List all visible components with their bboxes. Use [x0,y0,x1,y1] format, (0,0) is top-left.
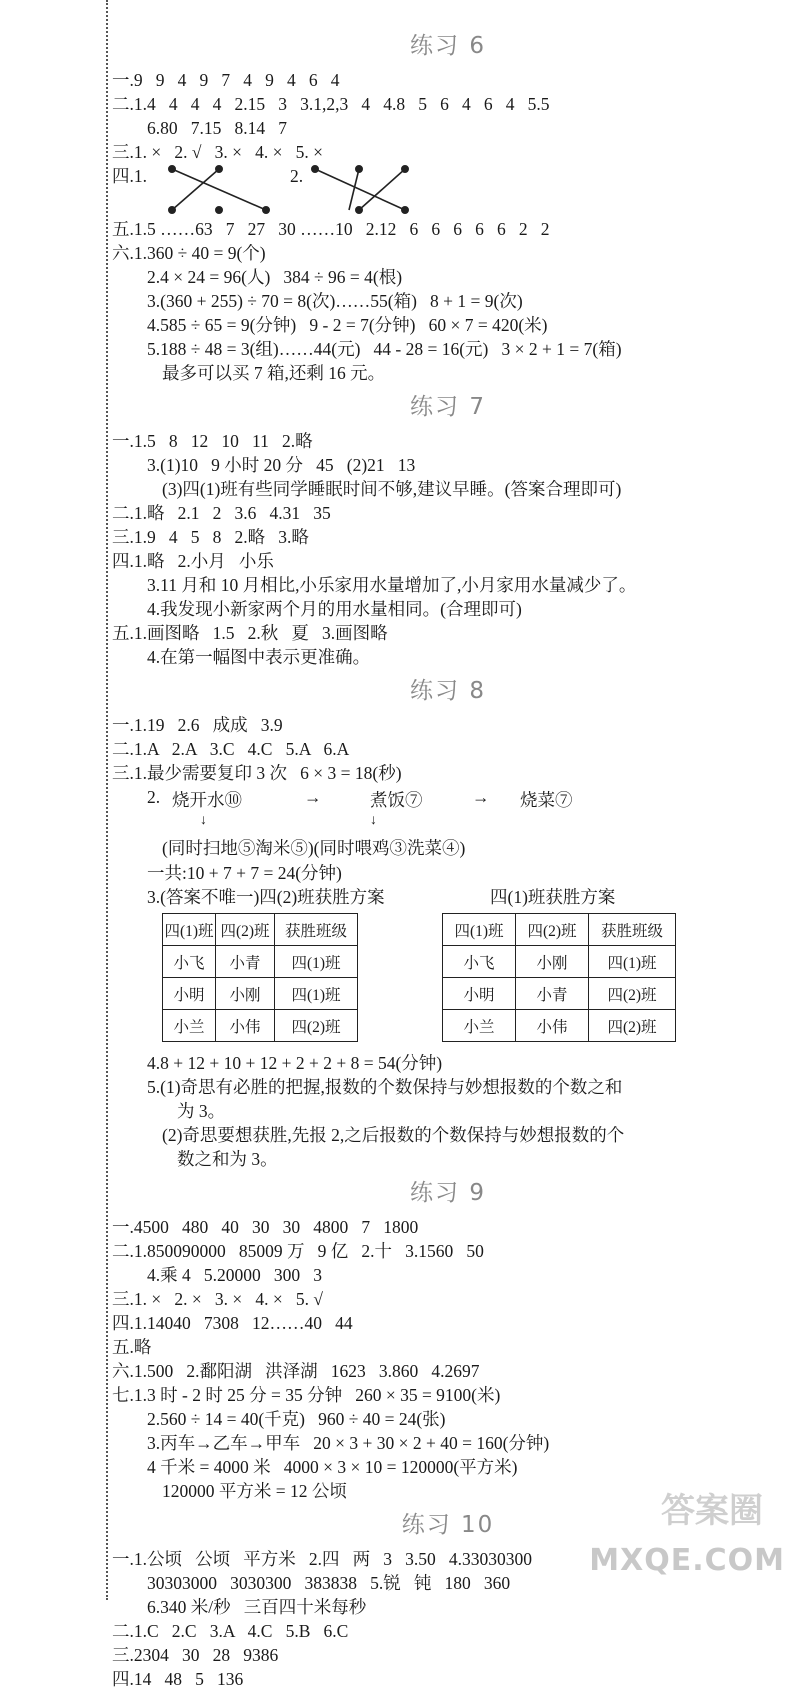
s9-line-1: 一.4500 480 40 30 30 4800 7 1800 [112,1217,419,1237]
table-header: 获胜班级 [589,914,676,946]
s9-line-3: 4.乘 4 5.20000 300 3 [147,1265,322,1285]
section-title-6: 练习 6 [410,33,486,59]
s9-line-10: 3.丙车→乙车→甲车 20 × 3 + 30 × 2 + 40 = 160(分钟) [147,1433,550,1453]
matching-diagram [112,164,784,217]
table-cell: 四(1)班 [275,978,358,1010]
table-header: 四(1)班 [443,914,516,946]
table-cell: 小明 [443,978,516,1010]
dotted-margin-line [106,0,108,1600]
table-row [163,946,358,978]
watermark-url: MXQE.COM [589,1543,785,1578]
s9-line-5: 四.1.14040 7308 12……40 44 [112,1313,353,1333]
table-class2-win [162,913,358,1042]
table-row [163,914,358,946]
table-row [163,978,358,1010]
tables-container [112,911,784,1051]
table-header: 四(2)班 [516,914,589,946]
table-cell: 四(2)班 [589,1010,676,1042]
s9-line-6: 五.略 [112,1337,152,1357]
flow-simultaneous-tasks: (同时扫地⑤淘米⑤)(同时喂鸡③洗菜④) [162,838,466,858]
s6-line-4: 三.1. × 2. √ 3. × 4. × 5. × [112,142,323,162]
table-row [163,1010,358,1042]
s10-line-5: 三.2304 30 28 9386 [112,1645,279,1665]
s7-line-4: 二.1.略 2.1 2 3.6 4.31 35 [112,503,331,523]
answer-page [112,0,784,1691]
table-cell: 小飞 [163,946,216,978]
s8-line-4: 2. [147,787,161,807]
s6-line-2: 二.1.4 4 4 4 2.15 3 3.1,2,3 4 4.8 5 6 4 6 4 5.5 [112,94,550,114]
s7-line-1: 一.1.5 8 12 10 11 2.略 [112,431,313,451]
s8-line-1: 一.1.19 2.6 成成 3.9 [112,715,283,735]
s6-line-8: 2.4 × 24 = 96(人) 384 ÷ 96 = 4(根) [147,267,403,287]
flow-arrow-2: → [472,787,490,807]
section-title-8: 练习 8 [410,678,486,704]
s9-line-12: 120000 平方米 = 12 公顷 [162,1481,347,1501]
s6-line-12: 最多可以买 7 箱,还剩 16 元。 [162,363,386,383]
s6-line-7: 六.1.360 ÷ 40 = 9(个) [112,243,266,263]
s7-line-5: 三.1.9 4 5 8 2.略 3.略 [112,527,309,547]
s7-line-3: (3)四(1)班有些同学睡眠时间不够,建议早睡。(答案合理即可) [162,479,622,499]
flow-step-boil-water: 烧开水⑩ [172,790,242,810]
s9-line-4: 三.1. × 2. × 3. × 4. × 5. √ [112,1289,323,1309]
table-cell: 小飞 [443,946,516,978]
s8-line-5: 一共:10 + 7 + 7 = 24(分钟) [147,863,342,883]
s10-line-6: 四.14 48 5 136 [112,1669,244,1689]
s7-line-2: 3.(1)10 9 小时 20 分 45 (2)21 13 [147,455,416,475]
s9-line-7: 六.1.500 2.鄱阳湖 洪泽湖 1623 3.860 4.2697 [112,1361,480,1381]
matching-lines [112,164,442,217]
s10-line-4: 二.1.C 2.C 3.A 4.C 5.B 6.C [112,1621,349,1641]
table-cell: 四(1)班 [589,946,676,978]
s8-line-11: 数之和为 3。 [177,1149,278,1169]
s8-line-2: 二.1.A 2.A 3.C 4.C 5.A 6.A [112,739,350,759]
table-cell: 四(2)班 [275,1010,358,1042]
s10-line-2: 30303000 3030300 383838 5.锐 钝 180 360 [147,1573,511,1593]
table-header: 四(1)班 [163,914,216,946]
table-cell: 小明 [163,978,216,1010]
table-row [443,946,676,978]
table-header: 四(2)班 [216,914,275,946]
flow-step-cook-dish: 烧菜⑦ [520,790,573,810]
section-title-7: 练习 7 [410,394,486,420]
s8-line-9: 为 3。 [177,1101,226,1121]
flow-down-arrow-1: ↓ [200,813,207,828]
s8-line-8: 5.(1)奇思有必胜的把握,报数的个数保持与妙想报数的个数之和 [147,1077,623,1097]
matching-label-1: 四.1. [112,166,147,186]
table-class1-win [442,913,676,1042]
s6-line-9: 3.(360 + 255) ÷ 70 = 8(次)……55(箱) 8 + 1 = 9(次) [147,291,523,311]
s6-line-11: 5.188 ÷ 48 = 3(组)……44(元) 44 - 28 = 16(元) 3 × 2 + 1 = 7(箱) [147,339,622,359]
watermark-logo: 答案圈 [661,1491,763,1531]
table-caption-1: 3.(答案不唯一)四(2)班获胜方案 [147,887,385,907]
table-cell: 四(1)班 [275,946,358,978]
section-title-9: 练习 9 [410,1180,486,1206]
s7-line-7: 3.11 月和 10 月相比,小乐家用水量增加了,小月家用水量减少了。 [147,575,637,595]
table-row [443,978,676,1010]
process-flow [112,787,784,869]
table-header: 获胜班级 [275,914,358,946]
s6-line-6: 五.1.5 ……63 7 27 30 ……10 2.12 6 6 6 6 6 2 2 [112,219,550,239]
table-cell: 小伟 [216,1010,275,1042]
s10-line-3: 6.340 米/秒 三百四十米每秒 [147,1597,367,1617]
section-title-10: 练习 10 [401,1512,495,1538]
s6-line-10: 4.585 ÷ 65 = 9(分钟) 9 - 2 = 7(分钟) 60 × 7 = 420(米) [147,315,548,335]
s7-line-10: 4.在第一幅图中表示更准确。 [147,647,371,667]
s7-line-6: 四.1.略 2.小月 小乐 [112,551,274,571]
flow-step-cook-rice: 煮饭⑦ [370,790,423,810]
s7-line-9: 五.1.画图略 1.5 2.秋 夏 3.画图略 [112,623,388,643]
table-cell: 小伟 [516,1010,589,1042]
table-cell: 小兰 [443,1010,516,1042]
table-cell: 小刚 [216,978,275,1010]
table-caption-2: 四(1)班获胜方案 [490,887,616,907]
tables-caption-row [112,885,784,911]
s9-line-8: 七.1.3 时 - 2 时 25 分 = 35 分钟 260 × 35 = 9100(米) [112,1385,501,1405]
flow-arrow-1: → [304,787,322,807]
s9-line-2: 二.1.850090000 85009 万 9 亿 2.十 3.1560 50 [112,1241,484,1261]
s6-line-3: 6.80 7.15 8.14 7 [147,118,287,138]
table-cell: 小刚 [516,946,589,978]
table-row [443,1010,676,1042]
s6-line-1: 一.9 9 4 9 7 4 9 4 6 4 [112,70,340,90]
table-cell: 小青 [516,978,589,1010]
s7-line-8: 4.我发现小新家两个月的用水量相同。(合理即可) [147,599,522,619]
s9-line-9: 2.560 ÷ 14 = 40(千克) 960 ÷ 40 = 24(张) [147,1409,446,1429]
flow-down-arrow-2: ↓ [370,813,377,828]
table-cell: 四(2)班 [589,978,676,1010]
s10-line-1: 一.1.公顷 公顷 平方米 2.四 两 3 3.50 4.33030300 [112,1549,532,1569]
table-row [443,914,676,946]
matching-label-2: 2. [290,166,304,186]
s8-line-10: (2)奇思要想获胜,先报 2,之后报数的个数保持与妙想报数的个 [162,1125,625,1145]
s8-line-3: 三.1.最少需要复印 3 次 6 × 3 = 18(秒) [112,763,402,783]
s8-line-7: 4.8 + 12 + 10 + 12 + 2 + 2 + 8 = 54(分钟) [147,1053,443,1073]
s9-line-11: 4 千米 = 4000 米 4000 × 3 × 10 = 120000(平方米) [147,1457,518,1477]
table-cell: 小兰 [163,1010,216,1042]
table-cell: 小青 [216,946,275,978]
